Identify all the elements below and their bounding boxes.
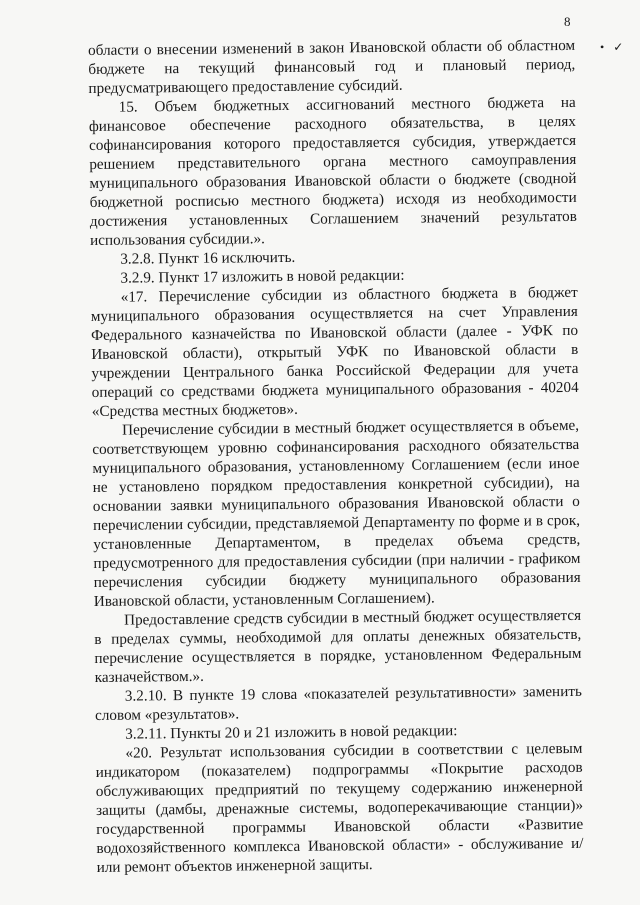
page-number: 8	[564, 14, 571, 29]
paragraph-3-2-10: 3.2.10. В пункте 19 слова «показателей результативности» заменить словом «результатов».	[94, 682, 582, 724]
paragraph-3-2-8: 3.2.8. Пункт 16 исключить.	[120, 248, 296, 268]
paragraph-item-17: «17. Перечисление субсидии из областного бюджета в бюджет муниципального образования осуществляется на счет Управления Федерального казначейства по Ивановской области (далее - УФК по Ивановской области), открытый УФК по Ивановской области в учреждении Центрального банка Российской Федерации для учета операций со средствами бюджета муниципального образования - 40204 «Средства местных бюджетов».	[90, 283, 579, 420]
paragraph-transfer: Перечисление субсидии в местный бюджет осуществляется в объеме, соответствующем уровню софинансирования расходного обязательства муниципального образования, установленному Соглашением (если иное не установлено порядком предоставления конкретной субсидии), на основании заявки муниципального образования Ивановской области о перечислении субсидии, представляемой Департаменту по форме и в срок, установленные Департаментом, в пределах объема средств, предусмотренного для предоставления субсидии (при наличии - графиком перечисления субсидии бюджету муниципального образования Ивановской области, установленным Соглашением).	[92, 416, 581, 610]
paragraph-item-15: 15. Объем бюджетных ассигнований местного бюджета на финансовое обеспечение расходного обязательства, в целях софинансирования которого предоставляется субсидия, утверждается решением представительного органа местного самоуправления муниципального образования Ивановской области о бюджете (сводной бюджетной росписью местного бюджета) исходя из необходимости достижения установленных Соглашением значений результатов использования субсидии.».	[88, 93, 577, 249]
paragraph-continuation: области о внесении изменений в закон Ивановской области об областном бюджете на текущий финансовый год и плановый период, предусматривающего предоставление субсидий.	[88, 36, 576, 97]
document-body	[88, 36, 584, 877]
paragraph-3-2-11: 3.2.11. Пункты 20 и 21 изложить в новой редакции:	[125, 722, 458, 743]
paragraph-provision: Предоставление средств субсидии в местный бюджет осуществляется в пределах суммы, необходимой для оплаты денежных обязательств, перечисление осуществляется в порядке, установленном Федеральным казначейством.».	[94, 606, 582, 686]
paragraph-item-20: «20. Результат использования субсидии в соответствии с целевым индикатором (показателем) подпрограммы «Покрытие расходов обслуживающих предприятий по текущему содержанию инженерной защиты (дамбы, дренажные системы, водоперекачивающие станции)» государственной программы Ивановской области «Развитие водохозяйственного комплекса Ивановской области» - обслуживание и/или ремонт объектов инженерной защиты.	[95, 739, 584, 876]
scan-speck: • ✓	[600, 40, 627, 54]
paragraph-3-2-9: 3.2.9. Пункт 17 изложить в новой редакции:	[120, 266, 405, 287]
